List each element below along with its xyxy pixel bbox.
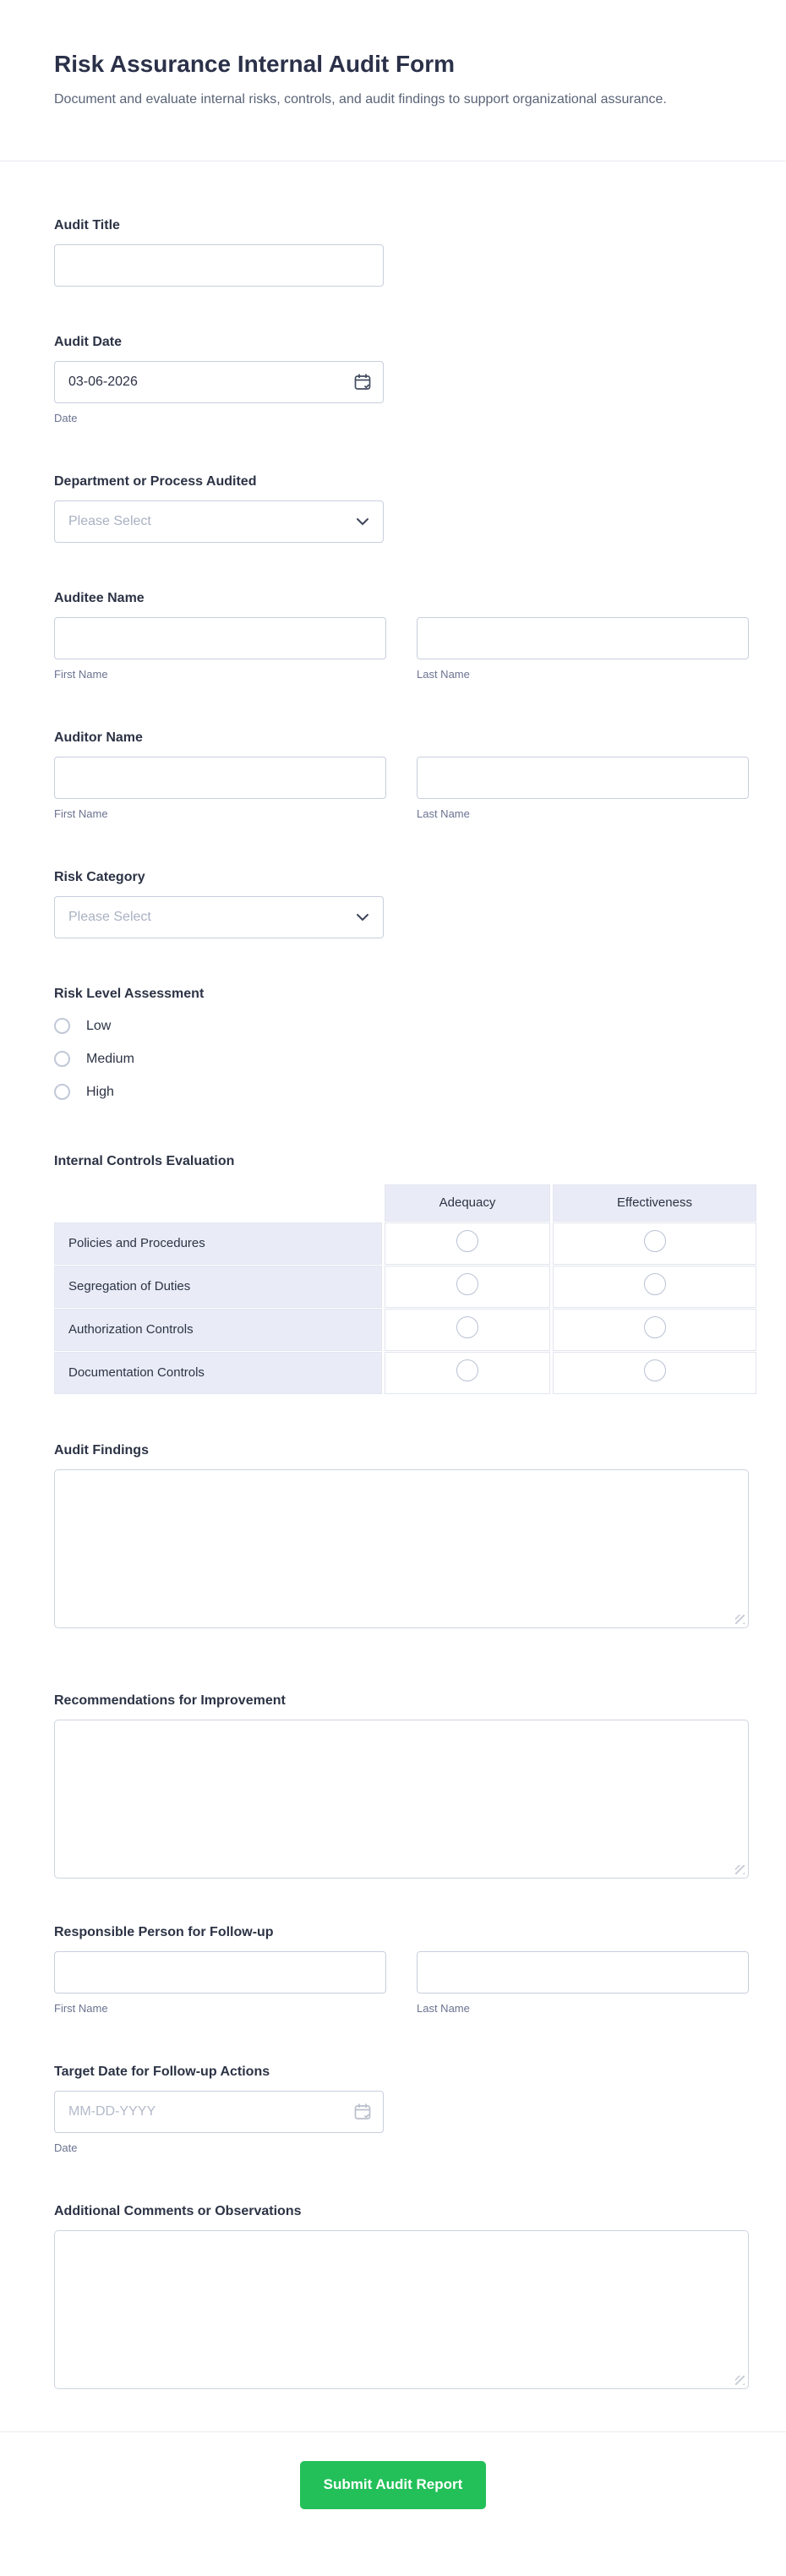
additional-comments-textarea[interactable] xyxy=(54,2230,749,2389)
field-additional-comments xyxy=(54,2201,749,2389)
audit-date-sublabel: Date xyxy=(54,411,78,424)
field-target-date xyxy=(54,2062,749,2156)
matrix-row-label: Documentation Controls xyxy=(54,1352,382,1394)
department-label: Department or Process Audited xyxy=(54,473,257,489)
responsible-last-name-sublabel: Last Name xyxy=(417,2001,470,2015)
radio-low[interactable] xyxy=(54,1018,70,1034)
recommendations-label: Recommendations for Improvement xyxy=(54,1693,286,1708)
audit-date-input[interactable] xyxy=(54,361,384,403)
additional-comments-label: Additional Comments or Observations xyxy=(54,2203,302,2218)
field-risk-level xyxy=(54,984,749,1106)
field-recommendations xyxy=(54,1691,749,1879)
radio-documentation-effectiveness[interactable] xyxy=(644,1359,666,1381)
matrix-row-label: Policies and Procedures xyxy=(54,1222,382,1265)
department-select[interactable] xyxy=(54,500,384,543)
radio-high[interactable] xyxy=(54,1084,70,1100)
target-date-label: Target Date for Follow-up Actions xyxy=(54,2064,270,2079)
audit-title-label: Audit Title xyxy=(54,217,120,232)
auditor-first-name-sublabel: First Name xyxy=(54,807,108,820)
audit-findings-label: Audit Findings xyxy=(54,1442,149,1458)
form-body xyxy=(0,161,786,2389)
auditor-last-name-sublabel: Last Name xyxy=(417,807,470,820)
radio-medium[interactable] xyxy=(54,1051,70,1067)
radio-medium-label: Medium xyxy=(86,1051,134,1066)
responsible-first-name-input[interactable] xyxy=(54,1951,386,1994)
responsible-first-name-sublabel: First Name xyxy=(54,2001,108,2015)
field-audit-date xyxy=(54,332,749,426)
submit-row xyxy=(0,2432,786,2509)
risk-level-option-medium[interactable] xyxy=(54,1046,749,1073)
page-subtitle: Document and evaluate internal risks, controls, and audit findings to support organizational assurance. xyxy=(54,92,667,107)
risk-level-option-low[interactable] xyxy=(54,1013,749,1040)
target-date-sublabel: Date xyxy=(54,2141,78,2154)
radio-authorization-effectiveness[interactable] xyxy=(644,1316,666,1338)
risk-category-select[interactable] xyxy=(54,896,384,938)
radio-policies-effectiveness[interactable] xyxy=(644,1230,666,1252)
recommendations-textarea[interactable] xyxy=(54,1720,749,1879)
field-risk-category xyxy=(54,867,749,938)
field-auditor-name xyxy=(54,728,749,822)
matrix-row-documentation xyxy=(54,1352,756,1394)
matrix-row-label: Segregation of Duties xyxy=(54,1266,382,1308)
radio-documentation-adequacy[interactable] xyxy=(456,1359,478,1381)
auditee-first-name-input[interactable] xyxy=(54,617,386,659)
submit-audit-report-button[interactable]: Submit Audit Report xyxy=(300,2461,486,2509)
radio-segregation-adequacy[interactable] xyxy=(456,1273,478,1295)
matrix-corner-cell xyxy=(54,1184,382,1222)
radio-policies-adequacy[interactable] xyxy=(456,1230,478,1252)
audit-title-input[interactable] xyxy=(54,244,384,287)
responsible-person-label: Responsible Person for Follow-up xyxy=(54,1924,274,1939)
form-header xyxy=(0,0,786,161)
risk-category-label: Risk Category xyxy=(54,869,145,884)
chevron-down-icon xyxy=(356,517,369,526)
auditee-last-name-sublabel: Last Name xyxy=(417,667,470,681)
controls-matrix-label: Internal Controls Evaluation xyxy=(54,1153,235,1168)
radio-high-label: High xyxy=(86,1084,114,1099)
field-auditee-name xyxy=(54,588,749,682)
auditor-name-label: Auditor Name xyxy=(54,730,143,745)
auditor-last-name-input[interactable] xyxy=(417,757,749,799)
matrix-column-effectiveness: Effectiveness xyxy=(553,1184,756,1222)
auditee-name-label: Auditee Name xyxy=(54,590,145,605)
field-controls-matrix xyxy=(54,1151,749,1395)
auditor-first-name-input[interactable] xyxy=(54,757,386,799)
field-responsible-person xyxy=(54,1922,749,2016)
matrix-column-adequacy: Adequacy xyxy=(385,1184,550,1222)
department-select-placeholder: Please Select xyxy=(68,513,151,528)
matrix-row-authorization xyxy=(54,1309,756,1351)
radio-low-label: Low xyxy=(86,1018,112,1033)
radio-authorization-adequacy[interactable] xyxy=(456,1316,478,1338)
radio-segregation-effectiveness[interactable] xyxy=(644,1273,666,1295)
audit-findings-textarea[interactable] xyxy=(54,1469,749,1628)
risk-level-radio-group xyxy=(54,1013,749,1106)
field-audit-findings xyxy=(54,1441,749,1628)
page-title: Risk Assurance Internal Audit Form xyxy=(54,51,456,77)
audit-date-label: Audit Date xyxy=(54,334,122,349)
controls-matrix-table xyxy=(52,1184,759,1395)
matrix-row-segregation xyxy=(54,1266,756,1308)
matrix-row-label: Authorization Controls xyxy=(54,1309,382,1351)
risk-level-label: Risk Level Assessment xyxy=(54,986,205,1001)
field-audit-title xyxy=(54,216,749,287)
auditee-last-name-input[interactable] xyxy=(417,617,749,659)
risk-category-select-placeholder: Please Select xyxy=(68,909,151,924)
risk-level-option-high[interactable] xyxy=(54,1079,749,1106)
field-department xyxy=(54,472,749,543)
matrix-row-policies xyxy=(54,1222,756,1265)
target-date-input[interactable] xyxy=(54,2091,384,2133)
chevron-down-icon xyxy=(356,913,369,922)
responsible-last-name-input[interactable] xyxy=(417,1951,749,1994)
auditee-first-name-sublabel: First Name xyxy=(54,667,108,681)
